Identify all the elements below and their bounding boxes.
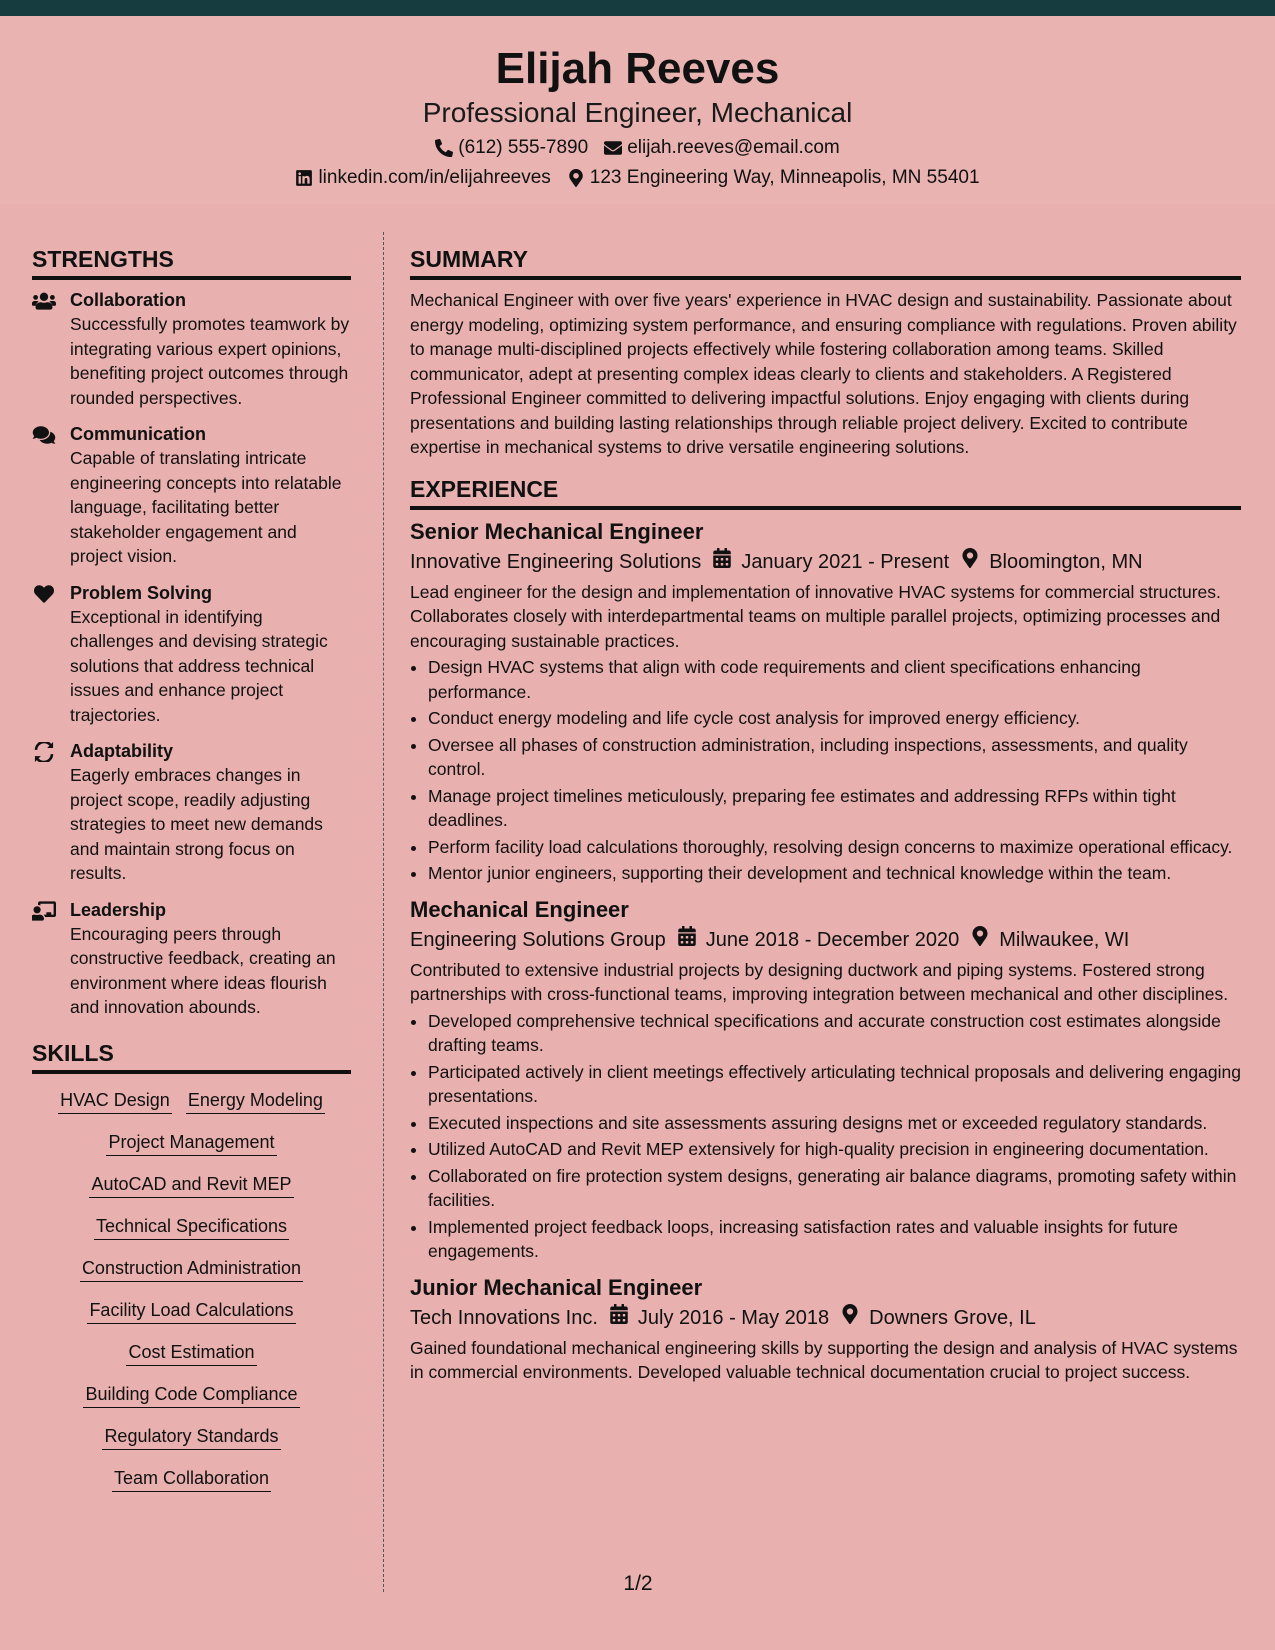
strength-item xyxy=(32,422,351,569)
job-location xyxy=(961,546,1142,578)
strength-title: Problem Solving xyxy=(70,582,213,603)
strength-item xyxy=(32,898,351,1020)
calendar-icon xyxy=(713,546,731,578)
company-name: Innovative Engineering Solutions xyxy=(410,550,702,573)
map-marker-icon xyxy=(567,169,585,187)
job-description: Contributed to extensive industrial projects by designing ductwork and piping systems. Fostered strong partnerships with cross-functional teams, improving integration between mechanical and other disciplines. xyxy=(410,959,1229,1004)
job-bullet: • Executed inspections and site assessments assuring designs met or exceeded regulatory standards. xyxy=(428,1111,1241,1136)
job-bullet: • Utilized AutoCAD and Revit MEP extensively for high-quality precision in engineering documentation. xyxy=(428,1137,1241,1162)
job-bullet: • Participated actively in client meetings effectively articulating technical proposals and delivering engaging presentations. xyxy=(428,1060,1241,1109)
job-bullet: • Manage project timelines meticulously, preparing fee estimates and addressing RFPs within tight deadlines. xyxy=(428,784,1241,833)
job-entry xyxy=(410,518,1241,886)
job-entry xyxy=(410,896,1241,1264)
strength-item xyxy=(32,739,351,886)
skill-tag: Regulatory Standards xyxy=(102,1424,280,1450)
comments-icon xyxy=(32,425,56,445)
skill-tag: Project Management xyxy=(106,1130,276,1156)
column-divider xyxy=(383,232,384,1592)
left-column xyxy=(32,244,351,1502)
strengths-heading: STRENGTHS xyxy=(32,244,351,280)
job-bullet: • Mentor junior engineers, supporting their development and technical knowledge within the team. xyxy=(428,861,1241,886)
strength-desc: Encouraging peers through constructive feedback, creating an environment where ideas flourish and innovation abounds. xyxy=(70,923,336,1017)
phone-text: (612) 555-7890 xyxy=(458,137,589,158)
job-bullet: • Oversee all phases of construction administration, including inspections, assessments, and quality control. xyxy=(428,733,1241,782)
job-title: Junior Mechanical Engineer xyxy=(410,1274,703,1300)
candidate-title: Professional Engineer, Mechanical xyxy=(422,97,853,128)
job-meta xyxy=(410,1302,1241,1334)
address-contact xyxy=(567,166,980,190)
envelope-icon xyxy=(604,139,622,157)
job-dates xyxy=(678,924,960,956)
job-bullet: • Collaborated on fire protection system designs, generating air balance diagrams, promoting safety within facilities. xyxy=(428,1164,1241,1213)
job-bullet: • Perform facility load calculations thoroughly, resolving design concerns to maximize operational efficacy. xyxy=(428,835,1241,860)
job-title: Mechanical Engineer xyxy=(410,896,629,922)
right-column xyxy=(410,244,1241,1395)
chalkboard-teacher-icon xyxy=(32,901,56,921)
map-marker-icon xyxy=(971,924,989,956)
skill-tag: Technical Specifications xyxy=(94,1214,289,1240)
linkedin-contact[interactable] xyxy=(295,166,550,190)
dates-text: July 2016 - May 2018 xyxy=(637,1306,830,1329)
skill-tag: Construction Administration xyxy=(80,1256,303,1282)
skill-tag: Energy Modeling xyxy=(186,1088,325,1114)
page-number: 1/2 xyxy=(623,1572,653,1595)
calendar-icon xyxy=(610,1302,628,1334)
strength-desc: Eagerly embraces changes in project scope, readily adjusting strategies to meet new demands and maintain strong focus on results. xyxy=(70,765,323,883)
skill-tag: Team Collaboration xyxy=(112,1466,271,1492)
map-marker-icon xyxy=(841,1302,859,1334)
phone-contact xyxy=(435,136,588,160)
strength-desc: Exceptional in identifying challenges and devising strategic solutions that address technical issues and enhance project trajectories. xyxy=(70,606,328,725)
job-bullets xyxy=(410,655,1241,886)
sync-icon xyxy=(32,742,56,762)
job-description: Lead engineer for the design and implementation of innovative HVAC systems for commercial structures. Collaborates closely with interdepartmental teams on multiple parallel projects, optimizing processes and encouraging sustainable practices. xyxy=(410,581,1221,651)
job-meta xyxy=(410,546,1241,578)
job-location xyxy=(971,924,1129,956)
job-entry xyxy=(410,1274,1241,1385)
job-title: Senior Mechanical Engineer xyxy=(410,518,704,544)
map-marker-icon xyxy=(961,546,979,578)
candidate-name: Elijah Reeves xyxy=(495,44,780,93)
skill-tag: Cost Estimation xyxy=(126,1340,256,1366)
skill-tag: HVAC Design xyxy=(58,1088,172,1114)
company-name: Tech Innovations Inc. xyxy=(410,1306,598,1329)
job-dates xyxy=(713,546,949,578)
company-name: Engineering Solutions Group xyxy=(410,928,666,951)
job-meta xyxy=(410,924,1241,956)
job-bullets xyxy=(410,1009,1241,1264)
strength-title: Leadership xyxy=(70,899,167,920)
job-dates xyxy=(610,1302,829,1334)
skill-tag: Facility Load Calculations xyxy=(87,1298,295,1324)
experience-heading: EXPERIENCE xyxy=(410,474,1241,510)
job-bullet: • Developed comprehensive technical specifications and accurate construction cost estimates alongside drafting teams. xyxy=(428,1009,1241,1058)
job-bullet: • Implemented project feedback loops, increasing satisfaction rates and valuable insights for future engagements. xyxy=(428,1215,1241,1264)
job-location xyxy=(841,1302,1036,1334)
strength-item xyxy=(32,581,351,728)
summary-text: Mechanical Engineer with over five years' experience in HVAC design and sustainability. Passionate about energy modeling, optimizing system performance, and ensuring compliance with regulations. Proven ability to manage multi-disciplined projects effectively while fostering collaboration among teams. Skilled communicator, adept at presenting complex ideas clearly to clients and stakeholders. A Registered Professional Engineer committed to delivering impactful solutions. Enjoy engaging with clients during presentations and building lasting relationships through reliable project delivery. Excited to contribute expertise in mechanical systems to drive versatile engineering solutions. xyxy=(410,290,1237,457)
calendar-icon xyxy=(678,924,696,956)
heart-icon xyxy=(32,584,56,604)
job-bullet: • Conduct energy modeling and life cycle cost analysis for improved energy efficiency. xyxy=(428,706,1241,731)
location-text: Milwaukee, WI xyxy=(999,928,1130,951)
job-description: Gained foundational mechanical engineering skills by supporting the design and analysis of HVAC systems in commercial environments. Developed valuable technical documentation crucial to project success. xyxy=(410,1337,1238,1382)
job-bullet: • Design HVAC systems that align with code requirements and client specifications enhancing performance. xyxy=(428,655,1241,704)
linkedin-icon xyxy=(295,169,313,187)
contact-row-2 xyxy=(0,166,1275,190)
skill-tag: AutoCAD and Revit MEP xyxy=(89,1172,293,1198)
strength-title: Adaptability xyxy=(70,741,174,761)
location-text: Downers Grove, IL xyxy=(869,1306,1036,1329)
users-icon xyxy=(32,291,56,311)
email-contact[interactable] xyxy=(604,136,840,160)
strength-title: Collaboration xyxy=(70,290,186,310)
strength-desc: Capable of translating intricate engineering concepts into relatable language, facilitating better stakeholder engagement and project vision. xyxy=(70,448,342,566)
linkedin-text: linkedin.com/in/elijahreeves xyxy=(318,167,551,188)
location-text: Bloomington, MN xyxy=(989,550,1143,573)
experience-list xyxy=(410,518,1241,1385)
dates-text: January 2021 - Present xyxy=(741,550,950,573)
top-bar xyxy=(0,0,1275,16)
resume-header xyxy=(0,16,1275,204)
address-text: 123 Engineering Way, Minneapolis, MN 55401 xyxy=(589,167,980,188)
contact-row-1 xyxy=(0,136,1275,160)
phone-icon xyxy=(435,139,453,157)
strength-item xyxy=(32,288,351,410)
skills-list xyxy=(32,1082,351,1502)
email-text: elijah.reeves@email.com xyxy=(627,137,840,158)
strength-desc: Successfully promotes teamwork by integrating various expert opinions, benefiting project outcomes through rounded perspectives. xyxy=(70,314,350,408)
summary-heading: SUMMARY xyxy=(410,244,1241,280)
strength-title: Communication xyxy=(70,424,207,444)
skill-tag: Building Code Compliance xyxy=(83,1382,299,1408)
skills-heading: SKILLS xyxy=(32,1038,351,1074)
dates-text: June 2018 - December 2020 xyxy=(705,928,960,951)
